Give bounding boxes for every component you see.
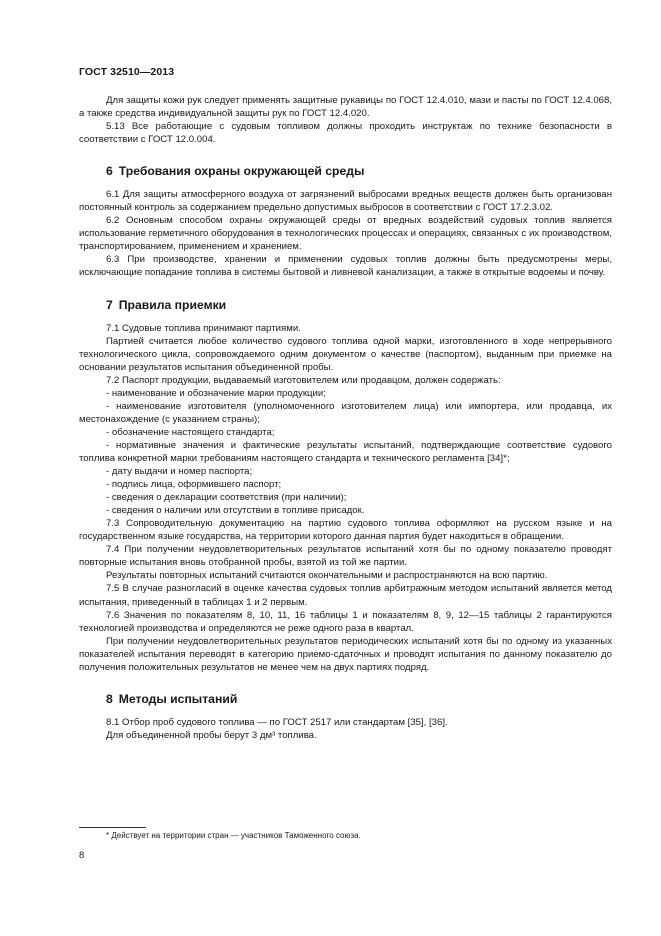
section-number: 6 bbox=[106, 164, 113, 179]
section-number: 8 bbox=[106, 691, 113, 706]
paragraph: 6.1 Для защиты атмосферного воздуха от загрязнений выбросами вредных веществ должен быть организован постоянный контроль за содержанием предельно допустимых выбросов в соответствии с ГОСТ 17.2.3.02. bbox=[79, 189, 612, 214]
list-item: - обозначение настоящего стандарта; bbox=[106, 426, 275, 438]
paragraph: Результаты повторных испытаний считаются окончательными и распространяются на всю партию. bbox=[106, 570, 548, 582]
paragraph: 5.13 Все работающие с судовым топливом должны проходить инструктаж по технике безопасности в соответствии с ГОСТ 12.0.004. bbox=[79, 121, 612, 146]
list-item: - сведения о наличии или отсутствии в топливе присадок. bbox=[106, 505, 365, 517]
footnote-divider bbox=[79, 827, 146, 828]
paragraph: 7.1 Судовые топлива принимают партиями. bbox=[106, 322, 301, 334]
list-item: - нормативные значения и фактические результаты испытаний, подтверждающие соответствие судового топлива конкретной марки требованиям настоящего стандарта и технического регламента [34]*; bbox=[79, 439, 612, 464]
section-6-heading bbox=[106, 164, 612, 179]
paragraph: 7.4 При получении неудовлетворительных результатов испытаний хотя бы по одному показателю проводят повторные испытания вновь отобранной пробы, взятой из той же партии. bbox=[79, 544, 612, 569]
paragraph: Для защиты кожи рук следует применять защитные рукавицы по ГОСТ 12.4.010, мази и пасты по ГОСТ 12.4.068, а также средства индивидуальной защиты рук по ГОСТ 12.4.020. bbox=[79, 95, 612, 120]
list-item: - наименование и обозначение марки продукции; bbox=[106, 387, 326, 399]
page-body bbox=[79, 94, 612, 742]
paragraph: 7.6 Значения по показателям 8, 10, 11, 16 таблицы 1 и показателям 8, 9, 12—15 таблицы 2 гарантируются технологией производства и определяются не реже одного раза в квартал. bbox=[79, 609, 612, 634]
paragraph: 6.2 Основным способом охраны окружающей среды от вредных воздействий судовых топлив является использование герметичного оборудования в технологических процессах и операциях, связанных с их производством, транспортированием, применением и хранением. bbox=[79, 215, 612, 253]
paragraph: Партией считается любое количество судового топлива одной марки, изготовленного в ходе непрерывного технологического цикла, сопровождаемого одним документом о качестве (паспортом), выданным при приемке на основании результатов испытания объединенной пробы. bbox=[79, 335, 612, 373]
list-item: - подпись лица, оформившего паспорт; bbox=[106, 479, 282, 491]
list-item: - сведения о декларации соответствия (при наличии); bbox=[106, 492, 347, 504]
list-item: - наименование изготовителя (уполномоченного изготовителем лица) или импортера, или продавца, их местонахождение (с указанием страны); bbox=[79, 400, 612, 425]
paragraph: 7.5 В случае разногласий в оценке качества судовых топлив арбитражным методом испытаний является метод испытания, приведенный в таблицах 1 и 2 первым. bbox=[79, 583, 612, 608]
paragraph: 6.3 При производстве, хранении и применении судовых топлив должны быть предусмотрены меры, исключающие попадание топлива в системы бытовой и ливневой канализации, а также в открытые водоемы и почву. bbox=[79, 254, 612, 279]
paragraph: 7.3 Сопроводительную документацию на партию судового топлива оформляют на русском языке и на государственном языке государства, на территории которого данная партия будет находиться в обращении. bbox=[79, 518, 612, 543]
paragraph: 7.2 Паспорт продукции, выдаваемый изготовителем или продавцом, должен содержать: bbox=[106, 374, 501, 386]
paragraph: При получении неудовлетворительных результатов периодических испытаний хотя бы по одному из указанных показателей испытания переводят в категорию приемо-сдаточных и проводят испытания по данному показателю до получения положительных результатов не менее чем на двух партиях подряд. bbox=[79, 635, 612, 673]
footnote: * Действует на территории стран — участников Таможенного союза. bbox=[106, 831, 361, 840]
document-header: ГОСТ 32510—2013 bbox=[79, 66, 175, 78]
paragraph: Для объединенной пробы берут 3 дм³ топлива. bbox=[106, 729, 317, 741]
section-title: Правила приемки bbox=[118, 297, 227, 312]
section-number: 7 bbox=[106, 297, 113, 312]
section-8-heading bbox=[106, 692, 612, 707]
section-title: Требования охраны окружающей среды bbox=[118, 164, 365, 179]
page-number: 8 bbox=[79, 850, 85, 861]
section-7-heading bbox=[106, 298, 612, 313]
section-title: Методы испытаний bbox=[118, 691, 238, 706]
list-item: - дату выдачи и номер паспорта; bbox=[106, 466, 253, 478]
paragraph: 8.1 Отбор проб судового топлива — по ГОСТ 2517 или стандартам [35], [36]. bbox=[106, 716, 448, 728]
